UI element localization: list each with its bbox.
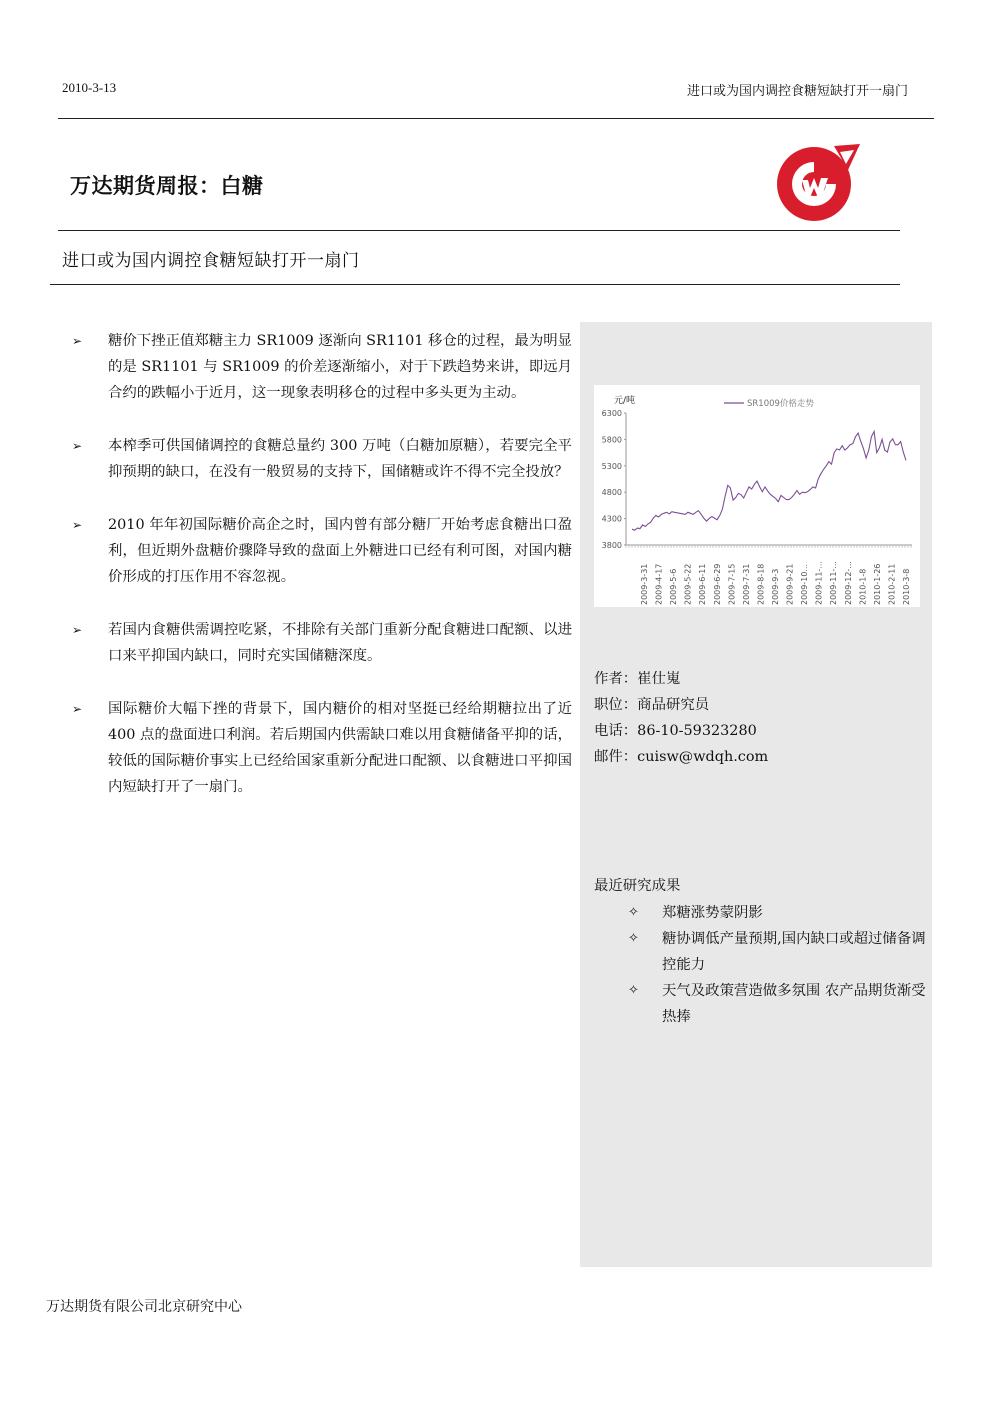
subtitle-divider xyxy=(50,284,900,285)
report-subtitle: 进口或为国内调控食糖短缺打开一扇门 xyxy=(62,251,360,271)
chart-x-tick-label: 2009-7-31 xyxy=(741,563,751,605)
key-point: ➢ 糖价下挫正值郑糖主力 SR1009 逐渐向 SR1101 移仓的过程，最为明显的是 SR1101 与 SR1009 的价差逐渐缩小，对于下跌趋势来讲，即远月合约的跌幅小于近月，这一现象表明移仓的过程中多头更为主动。 xyxy=(68,328,572,406)
chart-y-tick-label: 4300 xyxy=(601,514,622,524)
diamond-bullet-icon: ✧ xyxy=(628,905,639,920)
chart-y-tick-label: 6300 xyxy=(601,409,622,418)
title-divider xyxy=(58,230,900,231)
chart-x-tick-label: 2009-3-31 xyxy=(640,563,649,605)
price-chart xyxy=(594,385,920,607)
chart-x-tick-label: 2009-4-17 xyxy=(654,563,664,605)
chart-x-tick-label: 2009-6-11 xyxy=(698,563,708,605)
author-info xyxy=(594,666,768,770)
chart-x-tick-label: 2009-11-... xyxy=(829,561,839,605)
recent-research-list xyxy=(626,900,926,1030)
key-point: ➢ 本榨季可供国储调控的食糖总量约 300 万吨（白糖加原糖），若要完全平抑预期的缺口，在没有一般贸易的支持下，国储糖或许不得不完全投放？ xyxy=(68,433,572,485)
chart-x-tick-label: 2009-8-18 xyxy=(756,563,766,605)
key-points-list xyxy=(68,328,572,827)
chart-x-tick-label: 2009-5-6 xyxy=(669,568,679,605)
author-position: 职位：商品研究员 xyxy=(594,697,710,713)
chart-x-tick-label: 2009-11-... xyxy=(814,561,824,605)
chart-x-tick-label: 2009-5-22 xyxy=(683,563,693,605)
header-title: 进口或为国内调控食糖短缺打开一扇门 xyxy=(686,84,908,99)
recent-research-item[interactable]: ✧ 郑糖涨势蒙阴影 xyxy=(626,900,926,926)
chart-y-tick-label: 3800 xyxy=(601,541,622,550)
chart-y-tick-label: 5800 xyxy=(601,435,622,445)
recent-research-item[interactable]: ✧ 糖协调低产量预期,国内缺口或超过储备调控能力 xyxy=(626,926,926,978)
arrow-bullet-icon: ➢ xyxy=(72,334,83,348)
header-date: 2010-3-13 xyxy=(62,80,117,95)
key-point: ➢ 国际糖价大幅下挫的背景下，国内糖价的相对坚挺已经给期糖拉出了近 400 点的盘面进口利润。若后期国内供需缺口难以用食糖储备平抑的话，较低的国际糖价事实上已经给国家重新分配进口配额、以食糖进口平抑国内短缺打开了一扇门。 xyxy=(68,696,572,800)
author-email: 邮件：cuisw@wdqh.com xyxy=(594,749,769,765)
author-phone: 电话：86-10-59323280 xyxy=(594,723,757,739)
price-chart-svg xyxy=(594,385,920,607)
report-title: 万达期货周报：白糖 xyxy=(70,174,264,198)
arrow-bullet-icon: ➢ xyxy=(72,623,83,637)
recent-research-item[interactable]: ✧ 天气及政策营造做多氛围 农产品期货渐受热捧 xyxy=(626,978,926,1030)
footer-company: 万达期货有限公司北京研究中心 xyxy=(46,1299,242,1315)
diamond-bullet-icon: ✧ xyxy=(628,983,639,998)
recent-research-title: 最近研究成果 xyxy=(594,878,681,894)
arrow-bullet-icon: ➢ xyxy=(72,702,83,716)
chart-x-tick-label: 2009-6-29 xyxy=(712,563,722,605)
arrow-bullet-icon: ➢ xyxy=(72,439,83,453)
chart-x-tick-label: 2009-10... xyxy=(800,563,810,605)
key-point: ➢ 若国内食糖供需调控吃紧，不排除有关部门重新分配食糖进口配额、以进口来平抑国内缺口，同时充实国储糖深度。 xyxy=(68,617,572,669)
chart-legend-label: SR1009价格走势 xyxy=(747,399,814,409)
chart-y-label: 元/吨 xyxy=(614,396,636,406)
header-divider xyxy=(58,118,934,119)
key-point: ➢ 2010 年年初国际糖价高企之时，国内曾有部分糖厂开始考虑食糖出口盈利，但近期外盘糖价骤降导致的盘面上外糖进口已经有利可图，对国内糖价形成的打压作用不容忽视。 xyxy=(68,512,572,590)
chart-x-tick-label: 2010-1-8 xyxy=(858,568,868,605)
arrow-bullet-icon: ➢ xyxy=(72,518,83,532)
chart-x-tick-label: 2010-1-26 xyxy=(872,563,882,605)
chart-series-line xyxy=(632,432,906,531)
chart-x-tick-label: 2009-7-15 xyxy=(727,563,737,605)
chart-x-tick-label: 2009-9-21 xyxy=(785,563,795,605)
chart-y-tick-label: 4800 xyxy=(601,488,622,498)
diamond-bullet-icon: ✧ xyxy=(628,931,639,946)
chart-x-tick-label: 2009-9-3 xyxy=(771,568,780,605)
chart-x-tick-label: 2010-3-8 xyxy=(902,568,911,605)
chart-x-tick-label: 2009-12-... xyxy=(843,561,853,605)
author-name: 作者：崔仕嵬 xyxy=(594,671,681,687)
chart-y-tick-label: 5300 xyxy=(601,461,622,471)
chart-x-tick-label: 2010-2-11 xyxy=(887,563,897,605)
company-logo xyxy=(774,142,862,224)
